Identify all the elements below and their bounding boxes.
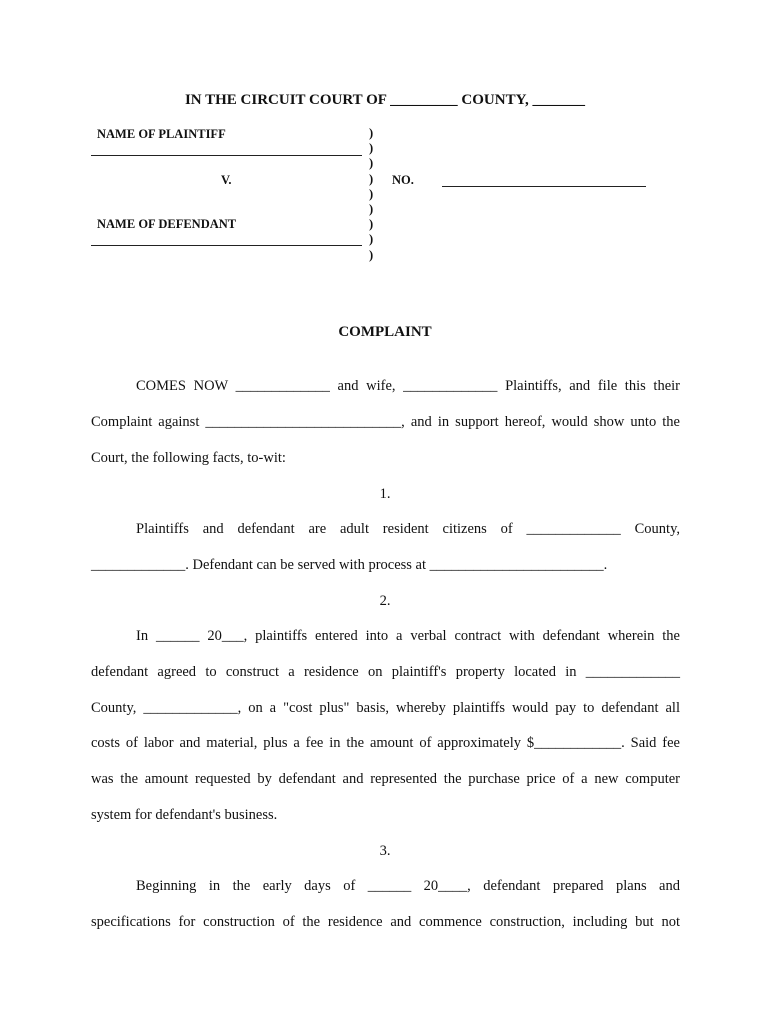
section-3-line-1: Beginning in the early days of ______ 20____, defendant prepared plans and [136,878,680,894]
intro-line-3: Court, the following facts, to-wit: [91,450,286,466]
section-2-line-5: was the amount requested by defendant and represented the purchase price of a new computer [91,771,680,787]
section-2-line-1: In ______ 20___, plaintiffs entered into a verbal contract with defendant wherein the [136,628,680,644]
section-1-line-1: Plaintiffs and defendant are adult resident citizens of _____________ County, [136,521,680,537]
defendant-name-line[interactable] [91,245,362,246]
court-title: IN THE CIRCUIT COURT OF _________ COUNTY, _______ [184,92,586,108]
section-3-number: 3. [379,843,391,859]
case-number-line[interactable] [442,186,646,187]
intro-line-2: Complaint against ___________________________, and in support hereof, would show unto the [91,414,680,430]
section-1-line-2: _____________. Defendant can be served with process at ________________________. [91,557,608,573]
plaintiff-label: NAME OF PLAINTIFF [97,127,226,141]
section-1-number: 1. [379,486,391,502]
case-number-label: NO. [392,173,414,187]
versus-label: V. [221,173,232,187]
complaint-heading: COMPLAINT [338,324,432,340]
section-2-line-2: defendant agreed to construct a residence on plaintiff's property located in _____________ [91,664,680,680]
caption-paren-column: ) ) ) ) ) ) ) ) ) [369,126,374,262]
section-2-line-6: system for defendant's business. [91,807,278,823]
plaintiff-name-line[interactable] [91,155,362,156]
section-3-line-2: specifications for construction of the residence and commence construction, including but not [91,914,680,930]
intro-line-1: COMES NOW _____________ and wife, _____________ Plaintiffs, and file this their [136,378,680,394]
section-2-line-3: County, _____________, on a "cost plus" basis, whereby plaintiffs would pay to defendant all [91,700,680,716]
section-2-line-4: costs of labor and material, plus a fee in the amount of approximately $____________. Said fee [91,735,680,751]
section-2-number: 2. [379,593,391,609]
defendant-label: NAME OF DEFENDANT [97,217,237,231]
